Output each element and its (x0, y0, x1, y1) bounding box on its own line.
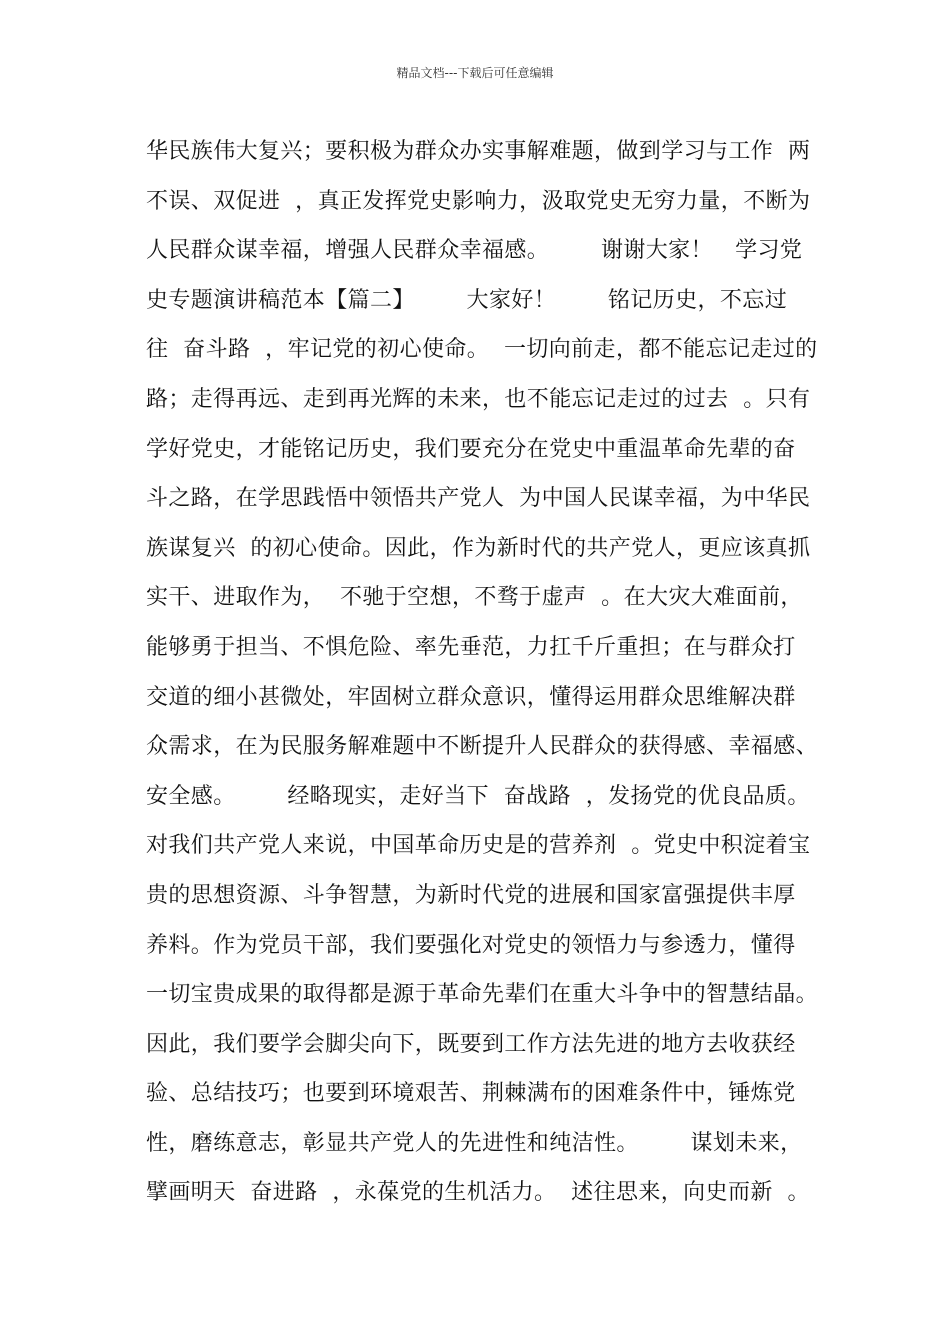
text-line: 养料。作为党员干部，我们要强化对党史的领悟力与参透力，懂得 (146, 932, 796, 958)
text-line: 性，磨练意志，彰显共产党人的先进性和纯洁性。 谋划未来， (146, 1130, 803, 1156)
text-line: 擘画明天 奋进路 ，永葆党的生机活力。 述往思来，向史而新 。 (146, 1180, 810, 1206)
text-line: 贵的思想资源、斗争智慧，为新时代党的进展和国家富强提供丰厚 (146, 882, 796, 908)
text-line: 实干、进取作为， 不驰于空想，不骛于虚声 。在大灾大难面前， (146, 585, 803, 611)
text-line: 人民群众谋幸福，增强人民群众幸福感。 谢谢大家！ 学习党 (146, 238, 803, 264)
text-line: 史专题演讲稿范本【篇二】 大家好！ 铭记历史，不忘过 (146, 287, 788, 313)
text-line: 学好党史，才能铭记历史，我们要充分在党史中重温革命先辈的奋 (146, 436, 796, 462)
document-body (146, 132, 836, 1223)
text-line: 能够勇于担当、不惧危险、率先垂范，力扛千斤重担；在与群众打 (146, 634, 796, 660)
text-line: 族谋复兴 的初心使命。因此，作为新时代的共产党人，更应该真抓 (146, 535, 811, 561)
text-line: 交道的细小甚微处，牢固树立群众意识，懂得运用群众思维解决群 (146, 684, 796, 710)
text-line: 众需求，在为民服务解难题中不断提升人民群众的获得感、幸福感、 (146, 734, 819, 760)
text-line: 对我们共产党人来说，中国革命历史是的营养剂 。党史中积淀着宝 (146, 833, 811, 859)
text-line: 安全感。 经略现实，走好当下 奋战路 ，发扬党的优良品质。 (146, 783, 810, 809)
text-line: 因此，我们要学会脚尖向下，既要到工作方法先进的地方去收获经 (146, 1031, 796, 1057)
text-line: 华民族伟大复兴；要积极为群众办实事解难题，做到学习与工作 两 (146, 139, 811, 164)
text-line: 一切宝贵成果的取得都是源于革命先辈们在重大斗争中的智慧结晶。 (146, 982, 819, 1008)
text-line: 不误、双促进 ，真正发挥党史影响力，汲取党史无穷力量，不断为 (146, 188, 811, 214)
text-line: 验、总结技巧；也要到环境艰苦、荆棘满布的困难条件中，锤炼党 (146, 1081, 796, 1107)
text-line: 往 奋斗路 ，牢记党的初心使命。 一切向前走，都不能忘记走过的 (146, 337, 818, 363)
page-header: 精品文档---下载后可任意编辑 (396, 66, 554, 80)
text-line: 斗之路，在学思践悟中领悟共产党人 为中国人民谋幸福，为中华民 (146, 486, 811, 512)
text-line: 路；走得再远、走到再光辉的未来，也不能忘记走过的过去 。只有 (146, 386, 811, 412)
